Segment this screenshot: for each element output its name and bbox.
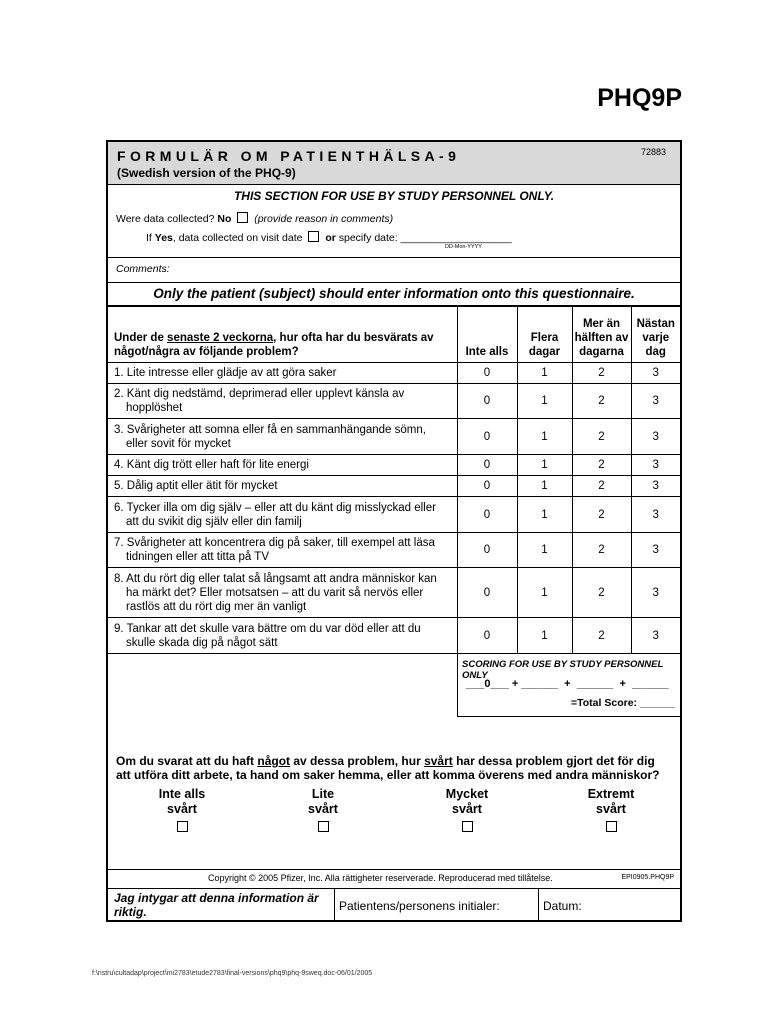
score-option[interactable]: 3 [631,455,680,476]
score-option[interactable]: 1 [517,455,572,476]
phq9-form [106,140,682,922]
visit-date-line: If Yes, data collected on visit date or specify date: ___________________ [146,232,512,244]
score-option[interactable]: 2 [572,497,631,533]
study-personnel-section [108,185,680,258]
score-option[interactable]: 1 [517,476,572,497]
date-format-hint: DD-Mon-YYYY [445,244,482,250]
score-option[interactable]: 3 [631,476,680,497]
table-row [108,618,680,654]
col-header-nastan-varje-dag: Nästan varje dag [631,307,680,363]
col-header-flera-dagar: Flera dagar [517,307,572,363]
table-row [108,363,680,384]
score-option[interactable]: 2 [572,384,631,419]
table-row [108,533,680,568]
specify-date-field[interactable]: ___________________ [400,232,512,244]
scoring-title: SCORING FOR USE BY STUDY PERSONNEL ONLY [462,659,664,681]
checkbox[interactable] [177,821,188,832]
difficulty-option-lite: Lite svårt [268,787,378,836]
score-option[interactable]: 0 [457,618,517,654]
table-row [108,497,680,533]
score-option[interactable]: 3 [631,568,680,618]
score-option[interactable]: 1 [517,419,572,455]
score-option[interactable]: 2 [572,568,631,618]
score-option[interactable]: 3 [631,384,680,419]
score-option[interactable]: 2 [572,419,631,455]
item-text: 3. Svårigheter att somna eller få en sammanhängande sömn, eller sovit för mycket [114,423,426,450]
form-number: 72883 [640,147,666,157]
date-field[interactable] [538,888,681,922]
score-option[interactable]: 1 [517,363,572,384]
copyright-row [108,869,680,889]
table-row [108,419,680,455]
attestation-text: Jag intygar att denna information är riktig. [114,891,319,919]
initials-label: Patientens/personens initialer: [339,899,500,913]
table-header-row [108,307,680,363]
page-code: PHQ9P [597,84,682,112]
score-option[interactable]: 1 [517,384,572,419]
score-option[interactable]: 3 [631,533,680,568]
difficulty-option-extremt: Extremt svårt [556,787,666,836]
score-option[interactable]: 3 [631,497,680,533]
item-text: 5. Dålig aptit eller ätit för mycket [114,480,278,492]
score-option[interactable]: 1 [517,568,572,618]
checkbox[interactable] [606,821,617,832]
col-header-inte-alls: Inte alls [457,307,517,363]
visit-date-checkbox[interactable] [308,231,319,242]
score-option[interactable]: 2 [572,618,631,654]
no-checkbox[interactable] [237,212,248,223]
col-header-mer-an-halften: Mer än hälften av dagarna [572,307,631,363]
footer-file-path: f:\nstru\cultadap\project\mi2783\etude2783\final-versions\phq9\phq-9sweq.doc-06/01/2005 [92,970,373,977]
item-text: 4. Känt dig trött eller haft för lite energi [114,459,309,471]
checkbox[interactable] [462,821,473,832]
item-text: 6. Tycker illa om dig själv – eller att du känt dig misslyckad eller att du svikit dig själv eller din familj [114,501,436,528]
comments-label: Comments: [116,263,170,275]
checkbox[interactable] [318,821,329,832]
item-text: 1. Lite intresse eller glädje av att göra saker [114,367,337,379]
patient-note: Only the patient (subject) should enter information onto this questionnaire. [108,283,680,306]
date-label: Datum: [543,899,582,913]
score-option[interactable]: 2 [572,476,631,497]
difficulty-option-inte-alls: Inte alls svårt [127,787,237,836]
score-option[interactable]: 1 [517,533,572,568]
table-row [108,568,680,618]
table-row [108,455,680,476]
scoring-sum-line[interactable]: ___0___ + ______ + ______ + ______ [466,678,669,690]
initials-field[interactable] [334,888,538,922]
score-option[interactable]: 1 [517,618,572,654]
form-subtitle: (Swedish version of the PHQ-9) [117,166,296,180]
score-option[interactable]: 0 [457,497,517,533]
score-option[interactable]: 2 [572,363,631,384]
total-score[interactable]: =Total Score: ______ [571,697,675,709]
copyright-code: EPI0905.PHQ9P [621,874,674,881]
score-option[interactable]: 1 [517,497,572,533]
score-option[interactable]: 0 [457,455,517,476]
copyright-text: Copyright © 2005 Pfizer, Inc. Alla rättigheter reserverade. Reproducerad med tillåtelse. [208,873,553,883]
score-option[interactable]: 0 [457,476,517,497]
difficulty-option-mycket: Mycket svårt [412,787,522,836]
score-option[interactable]: 3 [631,363,680,384]
data-collected-line: Were data collected? No (provide reason in comments) [116,213,394,225]
form-header [108,142,680,185]
study-section-title: THIS SECTION FOR USE BY STUDY PERSONNEL ONLY. [233,189,555,203]
signature-row [108,888,680,922]
score-option[interactable]: 3 [631,419,680,455]
form-title: FORMULÄR OM PATIENTHÄLSA-9 [117,148,461,164]
phq9-questions-table [108,306,680,654]
score-option[interactable]: 0 [457,419,517,455]
item-text: 7. Svårigheter att koncentrera dig på saker, till exempel att läsa tidningen eller att titta på TV [114,537,435,563]
score-option[interactable]: 3 [631,618,680,654]
scoring-box [457,654,681,717]
question-intro: Under de senaste 2 veckorna, hur ofta har du besvärats av något/några av följande problem? [108,307,457,363]
score-option[interactable]: 0 [457,568,517,618]
score-option[interactable]: 0 [457,384,517,419]
item-text: 8. Att du rört dig eller talat så långsamt att andra människor kan ha märkt det? Eller motsatsen – att du varit så nervös eller rastlös att du rört dig mer än vanligt [114,572,437,613]
score-option[interactable]: 2 [572,533,631,568]
item-text: 2. Känt dig nedstämd, deprimerad eller upplevt känsla av hopplöshet [114,388,405,414]
table-row [108,384,680,419]
score-option[interactable]: 0 [457,533,517,568]
table-row [108,476,680,497]
item-text: 9. Tankar att det skulle vara bättre om du var död eller att du skulle skada dig på något sätt [114,622,421,649]
score-option[interactable]: 0 [457,363,517,384]
difficulty-question: Om du svarat att du haft något av dessa problem, hur svårt har dessa problem gjort det för dig att utföra ditt arbete, ta hand om saker hemma, eller att komma överens med andra människor? [116,754,660,782]
comments-row[interactable] [108,258,680,283]
score-option[interactable]: 2 [572,455,631,476]
